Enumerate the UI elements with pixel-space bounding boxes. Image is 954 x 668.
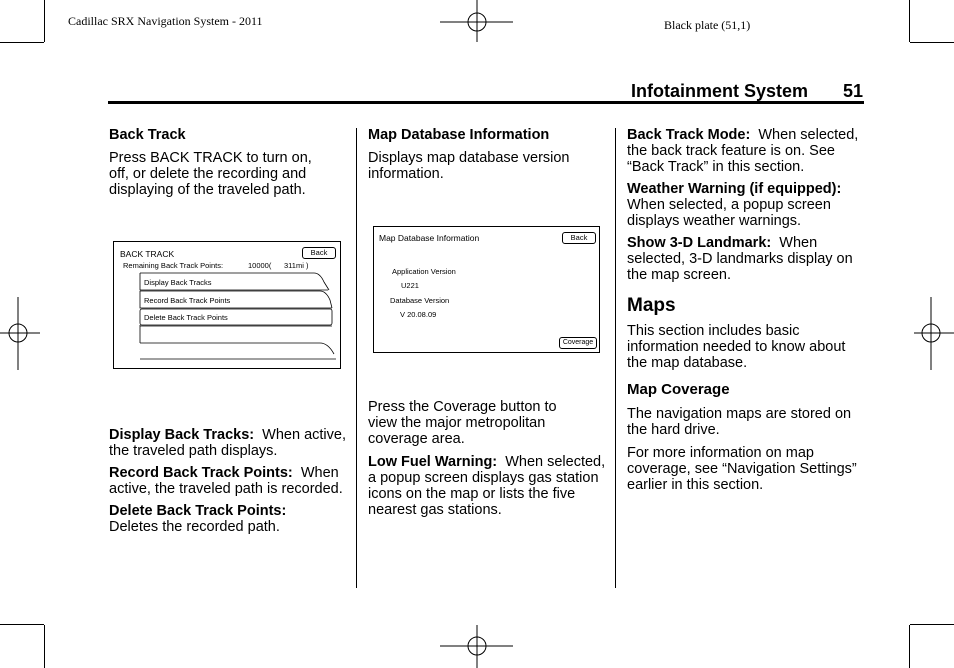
remaining-miles: 311mi ) <box>284 261 309 270</box>
weather-warning-term: Weather Warning (if equipped): <box>627 181 842 197</box>
column-2 <box>368 127 608 182</box>
page-title: Infotainment System <box>631 81 809 101</box>
screen-title: Map Database Information <box>379 233 480 243</box>
back-track-heading: Back Track <box>109 127 186 143</box>
print-header-left: Cadillac SRX Navigation System - 2011 <box>68 14 263 28</box>
screen-title: BACK TRACK <box>120 249 175 259</box>
def-text-display: When active, the traveled path displays. <box>109 427 346 459</box>
database-version-value: V 20.08.09 <box>400 310 437 319</box>
back-track-mode-term: Back Track Mode: <box>627 127 751 143</box>
weather-warning-text: When selected, a popup screen displays weather warnings. <box>627 197 831 229</box>
database-version-label: Database Version <box>390 296 450 305</box>
remaining-value: 10000( <box>248 261 272 270</box>
screen-menu-lines <box>114 242 340 368</box>
low-fuel-term: Low Fuel Warning: <box>368 454 498 470</box>
def-text-delete: Deletes the recorded path. <box>109 519 280 535</box>
coverage-button[interactable]: Coverage <box>559 337 597 349</box>
print-header-right: Black plate (51,1) <box>664 18 751 32</box>
low-fuel-text: When selected, a popup screen displays gas station icons on the map or lists the five nearest gas stations. <box>368 454 606 518</box>
map-database-screen <box>373 226 600 353</box>
map-database-heading: Map Database Information <box>368 127 550 143</box>
column-1 <box>109 127 349 198</box>
column-1-defs <box>109 427 349 535</box>
column-3 <box>627 127 867 493</box>
application-version-label: Application Version <box>392 267 456 276</box>
menu-item-record-back-track-points[interactable]: Record Back Track Points <box>144 296 231 305</box>
def-text-record: When active, the traveled path is recorded. <box>109 465 343 497</box>
landmark-text: When selected, 3-D landmarks display on the map screen. <box>627 235 853 283</box>
back-track-intro: Press BACK TRACK to turn on, off, or delete the recording and displaying of the traveled path. <box>109 150 312 198</box>
column-divider-2 <box>615 128 616 588</box>
maps-intro: This section includes basic information needed to know about the map database. <box>627 323 846 371</box>
map-coverage-heading: Map Coverage <box>627 381 730 398</box>
column-divider-1 <box>356 128 357 588</box>
coverage-instruction: Press the Coverage button to view the major metropolitan coverage area. <box>368 399 557 447</box>
map-database-intro: Displays map database version information. <box>368 150 570 182</box>
map-coverage-p2: For more information on map coverage, see “Navigation Settings” earlier in this section. <box>627 445 857 493</box>
maps-heading: Maps <box>627 295 676 316</box>
back-track-screen <box>113 241 341 369</box>
back-button[interactable]: Back <box>302 247 336 259</box>
map-coverage-p1: The navigation maps are stored on the hard drive. <box>627 406 852 438</box>
application-version-value: U221 <box>401 281 419 290</box>
remaining-label: Remaining Back Track Points: <box>123 261 224 270</box>
menu-item-delete-back-track-points[interactable]: Delete Back Track Points <box>144 313 228 322</box>
def-term-delete: Delete Back Track Points: <box>109 503 287 519</box>
column-2-lower <box>368 399 608 518</box>
def-term-display: Display Back Tracks: <box>109 427 255 443</box>
page-number: 51 <box>843 81 864 101</box>
landmark-term: Show 3-D Landmark: <box>627 235 772 251</box>
def-term-record: Record Back Track Points: <box>109 465 293 481</box>
back-track-mode-text: When selected, the back track feature is on. See “Back Track” in this section. <box>627 127 859 175</box>
menu-item-display-back-tracks[interactable]: Display Back Tracks <box>144 278 212 287</box>
header-rule <box>108 101 864 104</box>
back-button[interactable]: Back <box>562 232 596 244</box>
